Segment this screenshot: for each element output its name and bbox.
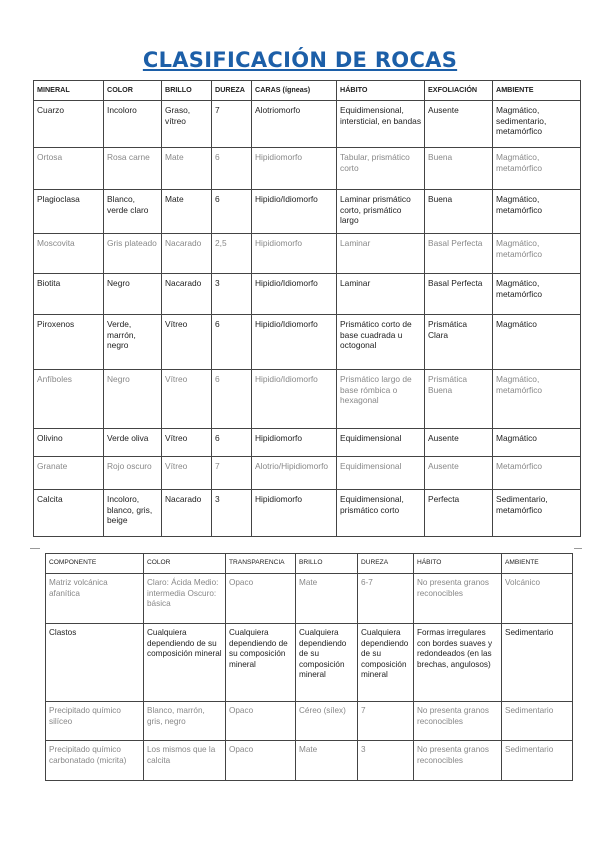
table-cell: Incoloro, blanco, gris, beige bbox=[104, 490, 162, 537]
table-cell: Ausente bbox=[425, 101, 493, 148]
column-header: AMBIENTE bbox=[502, 554, 573, 574]
table-row bbox=[34, 190, 581, 234]
table-cell: Hipidio/Idiomorfo bbox=[252, 274, 337, 315]
minerals-table bbox=[33, 80, 581, 537]
table-header-row bbox=[34, 81, 581, 101]
table-cell: Precipitado químico carbonatado (micrita) bbox=[46, 741, 144, 781]
table-row bbox=[34, 370, 581, 429]
table-cell: Equidimensional, intersticial, en bandas bbox=[337, 101, 425, 148]
table-cell: Metamórfico bbox=[493, 457, 581, 490]
column-header: HÁBITO bbox=[414, 554, 502, 574]
table-cell: 3 bbox=[358, 741, 414, 781]
table-cell: Alotrio/Hipidiomorfo bbox=[252, 457, 337, 490]
column-header: DUREZA bbox=[358, 554, 414, 574]
table-cell: Anfíboles bbox=[34, 370, 104, 429]
table-cell: Céreo (sílex) bbox=[296, 702, 358, 741]
table-cell: Precipitado químico silíceo bbox=[46, 702, 144, 741]
table-cell: Incoloro bbox=[104, 101, 162, 148]
table-cell: Negro bbox=[104, 370, 162, 429]
table-cell: 2,5 bbox=[212, 234, 252, 274]
table-cell: Perfecta bbox=[425, 490, 493, 537]
table-cell: Hipidiomorfo bbox=[252, 429, 337, 457]
table-cell: No presenta granos reconocibles bbox=[414, 741, 502, 781]
table-cell: Mate bbox=[296, 574, 358, 624]
table-cell: No presenta granos reconocibles bbox=[414, 702, 502, 741]
table-cell: Plagioclasa bbox=[34, 190, 104, 234]
table-cell: Cuarzo bbox=[34, 101, 104, 148]
table-cell: Equidimensional, prismático corto bbox=[337, 490, 425, 537]
table-cell: Magmático, metamórfico bbox=[493, 148, 581, 190]
table-cell: Sedimentario bbox=[502, 624, 573, 702]
table-cell: Equidimensional bbox=[337, 457, 425, 490]
table-cell: 6 bbox=[212, 190, 252, 234]
table-cell: Vítreo bbox=[162, 315, 212, 370]
table-cell: 3 bbox=[212, 274, 252, 315]
table-cell: Opaco bbox=[226, 741, 296, 781]
table-cell: Matriz volcánica afanítica bbox=[46, 574, 144, 624]
column-header: CARAS (ígneas) bbox=[252, 81, 337, 101]
table-cell: Nacarado bbox=[162, 490, 212, 537]
table-cell: Opaco bbox=[226, 702, 296, 741]
table-cell: Vítreo bbox=[162, 429, 212, 457]
table-cell: Gris plateado bbox=[104, 234, 162, 274]
table-cell: Cualquiera dependiendo de su composición mineral bbox=[296, 624, 358, 702]
table-cell: Verde oliva bbox=[104, 429, 162, 457]
table-row bbox=[46, 574, 573, 624]
column-header: HÁBITO bbox=[337, 81, 425, 101]
table-cell: Hipidio/Idiomorfo bbox=[252, 190, 337, 234]
table-cell: Prismático largo de base rómbica o hexagonal bbox=[337, 370, 425, 429]
table-cell: Opaco bbox=[226, 574, 296, 624]
table-cell: Piroxenos bbox=[34, 315, 104, 370]
table-cell: Alotriomorfo bbox=[252, 101, 337, 148]
table-row bbox=[34, 457, 581, 490]
table-cell: Hipidiomorfo bbox=[252, 234, 337, 274]
table-cell: No presenta granos reconocibles bbox=[414, 574, 502, 624]
table-row bbox=[34, 490, 581, 537]
table-cell: Sedimentario bbox=[502, 702, 573, 741]
column-header: COLOR bbox=[144, 554, 226, 574]
table-cell: 6 bbox=[212, 370, 252, 429]
table-cell: 6 bbox=[212, 148, 252, 190]
table-cell: Clastos bbox=[46, 624, 144, 702]
table-cell: Cualquiera dependiendo de su composición mineral bbox=[226, 624, 296, 702]
column-header: DUREZA bbox=[212, 81, 252, 101]
table-cell: Sedimentario bbox=[502, 741, 573, 781]
table-cell: Granate bbox=[34, 457, 104, 490]
table-cell: Cualquiera dependiendo de su composición mineral bbox=[144, 624, 226, 702]
table-cell: Rojo oscuro bbox=[104, 457, 162, 490]
table-cell: 7 bbox=[212, 457, 252, 490]
table-row bbox=[46, 741, 573, 781]
table-cell: Vítreo bbox=[162, 370, 212, 429]
table-cell: Sedimentario, metamórfico bbox=[493, 490, 581, 537]
table-cell: 7 bbox=[212, 101, 252, 148]
table-cell: 6 bbox=[212, 315, 252, 370]
table-row bbox=[34, 274, 581, 315]
table-cell: Magmático, metamórfico bbox=[493, 274, 581, 315]
table-row bbox=[34, 101, 581, 148]
table-row bbox=[34, 148, 581, 190]
column-header: BRILLO bbox=[162, 81, 212, 101]
table-cell: Buena bbox=[425, 190, 493, 234]
table-row bbox=[46, 624, 573, 702]
table-cell: Buena bbox=[425, 148, 493, 190]
table-header-row bbox=[46, 554, 573, 574]
table-cell: Laminar bbox=[337, 234, 425, 274]
table-cell: Magmático, sedimentario, metamórfico bbox=[493, 101, 581, 148]
column-header: COLOR bbox=[104, 81, 162, 101]
table-cell: Magmático bbox=[493, 315, 581, 370]
table-cell: Claro: Ácida Medio: intermedia Oscuro: básica bbox=[144, 574, 226, 624]
table-cell: Hipidiomorfo bbox=[252, 148, 337, 190]
table-cell: Ausente bbox=[425, 457, 493, 490]
column-header: MINERAL bbox=[34, 81, 104, 101]
table-row bbox=[46, 702, 573, 741]
page-title: CLASIFICACIÓN DE ROCAS bbox=[142, 48, 458, 72]
table-cell: Mate bbox=[296, 741, 358, 781]
table-cell: Prismático corto de base cuadrada u octogonal bbox=[337, 315, 425, 370]
table-cell: Basal Perfecta bbox=[425, 234, 493, 274]
table-cell: Rosa carne bbox=[104, 148, 162, 190]
table-cell: Los mismos que la calcita bbox=[144, 741, 226, 781]
table-cell: Nacarado bbox=[162, 274, 212, 315]
table-cell: Magmático, metamórfico bbox=[493, 190, 581, 234]
table-cell: Ortosa bbox=[34, 148, 104, 190]
table-row bbox=[34, 315, 581, 370]
table-cell: Magmático bbox=[493, 429, 581, 457]
table-cell: Hipidio/Idiomorfo bbox=[252, 370, 337, 429]
table-cell: Negro bbox=[104, 274, 162, 315]
divider bbox=[574, 548, 582, 549]
divider bbox=[30, 548, 40, 549]
table-cell: Hipidio/Idiomorfo bbox=[252, 315, 337, 370]
table-cell: Ausente bbox=[425, 429, 493, 457]
table-cell: Nacarado bbox=[162, 234, 212, 274]
table-cell: Volcánico bbox=[502, 574, 573, 624]
table-cell: Vítreo bbox=[162, 457, 212, 490]
table-cell: Calcita bbox=[34, 490, 104, 537]
table-cell: Laminar bbox=[337, 274, 425, 315]
column-header: EXFOLIACIÓN bbox=[425, 81, 493, 101]
table-row bbox=[34, 234, 581, 274]
table-cell: Biotita bbox=[34, 274, 104, 315]
table-cell: Basal Perfecta bbox=[425, 274, 493, 315]
column-header: BRILLO bbox=[296, 554, 358, 574]
table-cell: Moscovita bbox=[34, 234, 104, 274]
table-cell: Olivino bbox=[34, 429, 104, 457]
table-cell: Tabular, prismático corto bbox=[337, 148, 425, 190]
table-cell: Hipidiomorfo bbox=[252, 490, 337, 537]
components-table bbox=[45, 553, 573, 781]
table-cell: Magmático, metamórfico bbox=[493, 234, 581, 274]
table-cell: Cualquiera dependiendo de su composición mineral bbox=[358, 624, 414, 702]
table-row bbox=[34, 429, 581, 457]
table-cell: 6-7 bbox=[358, 574, 414, 624]
column-header: COMPONENTE bbox=[46, 554, 144, 574]
table-cell: Magmático, metamórfico bbox=[493, 370, 581, 429]
table-cell: Mate bbox=[162, 190, 212, 234]
table-cell: Equidimensional bbox=[337, 429, 425, 457]
table-cell: 6 bbox=[212, 429, 252, 457]
table-cell: Prismática Clara bbox=[425, 315, 493, 370]
table-cell: 7 bbox=[358, 702, 414, 741]
table-cell: Prismática Buena bbox=[425, 370, 493, 429]
table-cell: Verde, marrón, negro bbox=[104, 315, 162, 370]
table-cell: Formas irregulares con bordes suaves y redondeados (en las brechas, angulosos) bbox=[414, 624, 502, 702]
column-header: AMBIENTE bbox=[493, 81, 581, 101]
table-cell: Blanco, marrón, gris, negro bbox=[144, 702, 226, 741]
column-header: TRANSPARENCIA bbox=[226, 554, 296, 574]
table-cell: Mate bbox=[162, 148, 212, 190]
table-cell: Blanco, verde claro bbox=[104, 190, 162, 234]
table-cell: Graso, vítreo bbox=[162, 101, 212, 148]
table-cell: 3 bbox=[212, 490, 252, 537]
table-cell: Laminar prismático corto, prismático largo bbox=[337, 190, 425, 234]
